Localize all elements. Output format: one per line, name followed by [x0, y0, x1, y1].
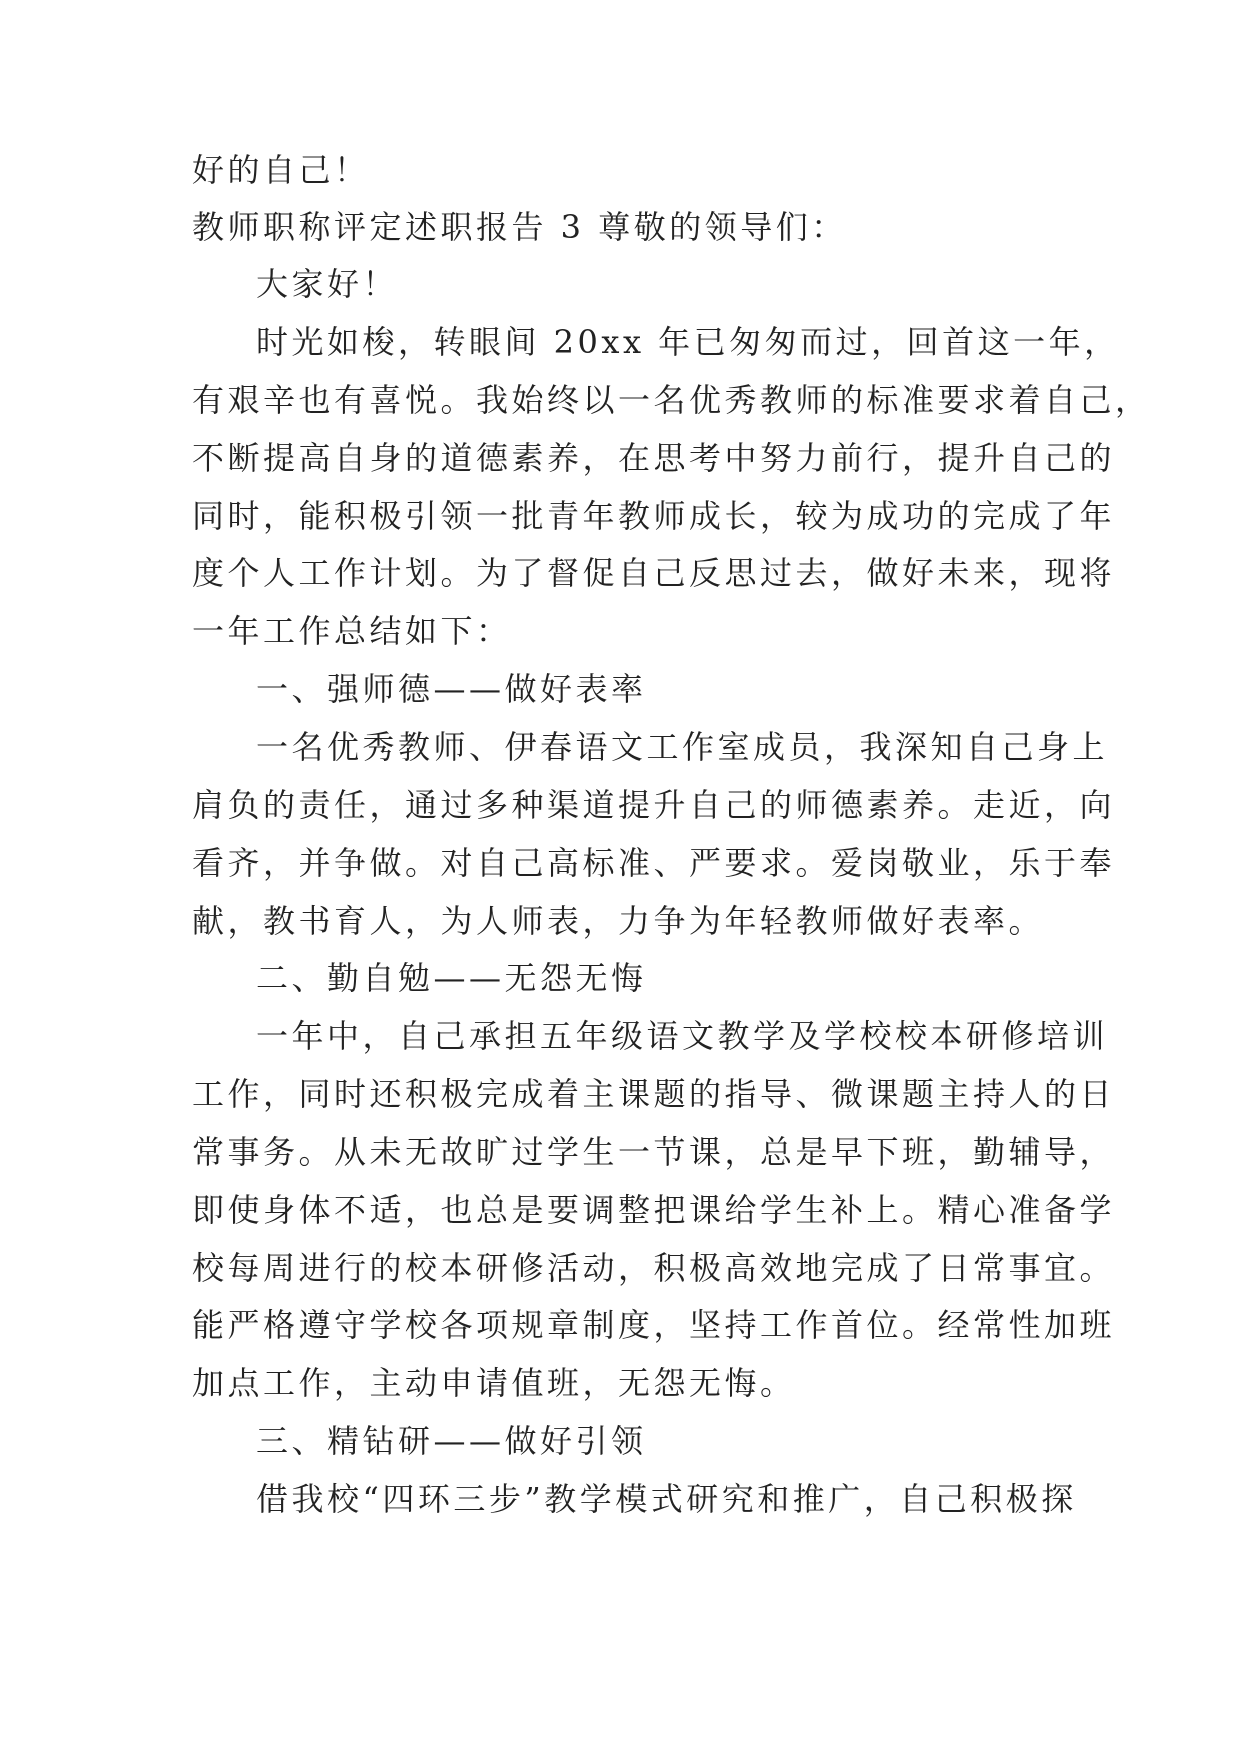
text-line: 同时，能积极引领一批青年教师成长，较为成功的完成了年 [192, 497, 1116, 535]
text-line: 校每周进行的校本研修活动，积极高效地完成了日常事宜。 [192, 1249, 1116, 1287]
text-line: 工作，同时还积极完成着主课题的指导、微课题主持人的日 [192, 1075, 1116, 1113]
text-line: 献，教书育人，为人师表，力争为年轻教师做好表率。 [192, 902, 1045, 940]
text-line: 一年中，自己承担五年级语文教学及学校校本研修培训 [256, 1017, 1109, 1055]
section-heading: 一、强师德——做好表率 [256, 670, 647, 708]
text-line: 教师职称评定述职报告 3 尊敬的领导们： [192, 208, 847, 246]
section-heading: 三、精钻研——做好引领 [256, 1422, 647, 1460]
text-line: 即使身体不适，也总是要调整把课给学生补上。精心准备学 [192, 1191, 1116, 1229]
text-line: 大家好！ [256, 265, 399, 303]
text-line: 一名优秀教师、伊春语文工作室成员，我深知自己身上 [256, 728, 1109, 766]
section-heading: 二、勤自勉——无怨无悔 [256, 959, 647, 997]
text-line: 加点工作，主动申请值班，无怨无悔。 [192, 1364, 796, 1402]
text-line: 度个人工作计划。为了督促自己反思过去，做好未来，现将 [192, 554, 1116, 592]
text-line: 一年工作总结如下： [192, 612, 512, 650]
text-line: 常事务。从未无故旷过学生一节课，总是早下班，勤辅导， [192, 1133, 1116, 1171]
text-line: 有艰辛也有喜悦。我始终以一名优秀教师的标准要求着自己， [192, 381, 1151, 419]
text-line: 能严格遵守学校各项规章制度，坚持工作首位。经常性加班 [192, 1306, 1116, 1344]
text-line: 借我校“四环三步”教学模式研究和推广，自己积极探 [256, 1480, 1077, 1518]
text-line: 好的自己！ [192, 151, 370, 189]
text-line: 不断提高自身的道德素养，在思考中努力前行，提升自己的 [192, 439, 1116, 477]
text-line: 看齐，并争做。对自己高标准、严要求。爱岗敬业，乐于奉 [192, 844, 1116, 882]
text-line: 时光如梭，转眼间 20xx 年已匆匆而过，回首这一年， [256, 323, 1120, 361]
text-line: 肩负的责任，通过多种渠道提升自己的师德素养。走近，向 [192, 786, 1116, 824]
